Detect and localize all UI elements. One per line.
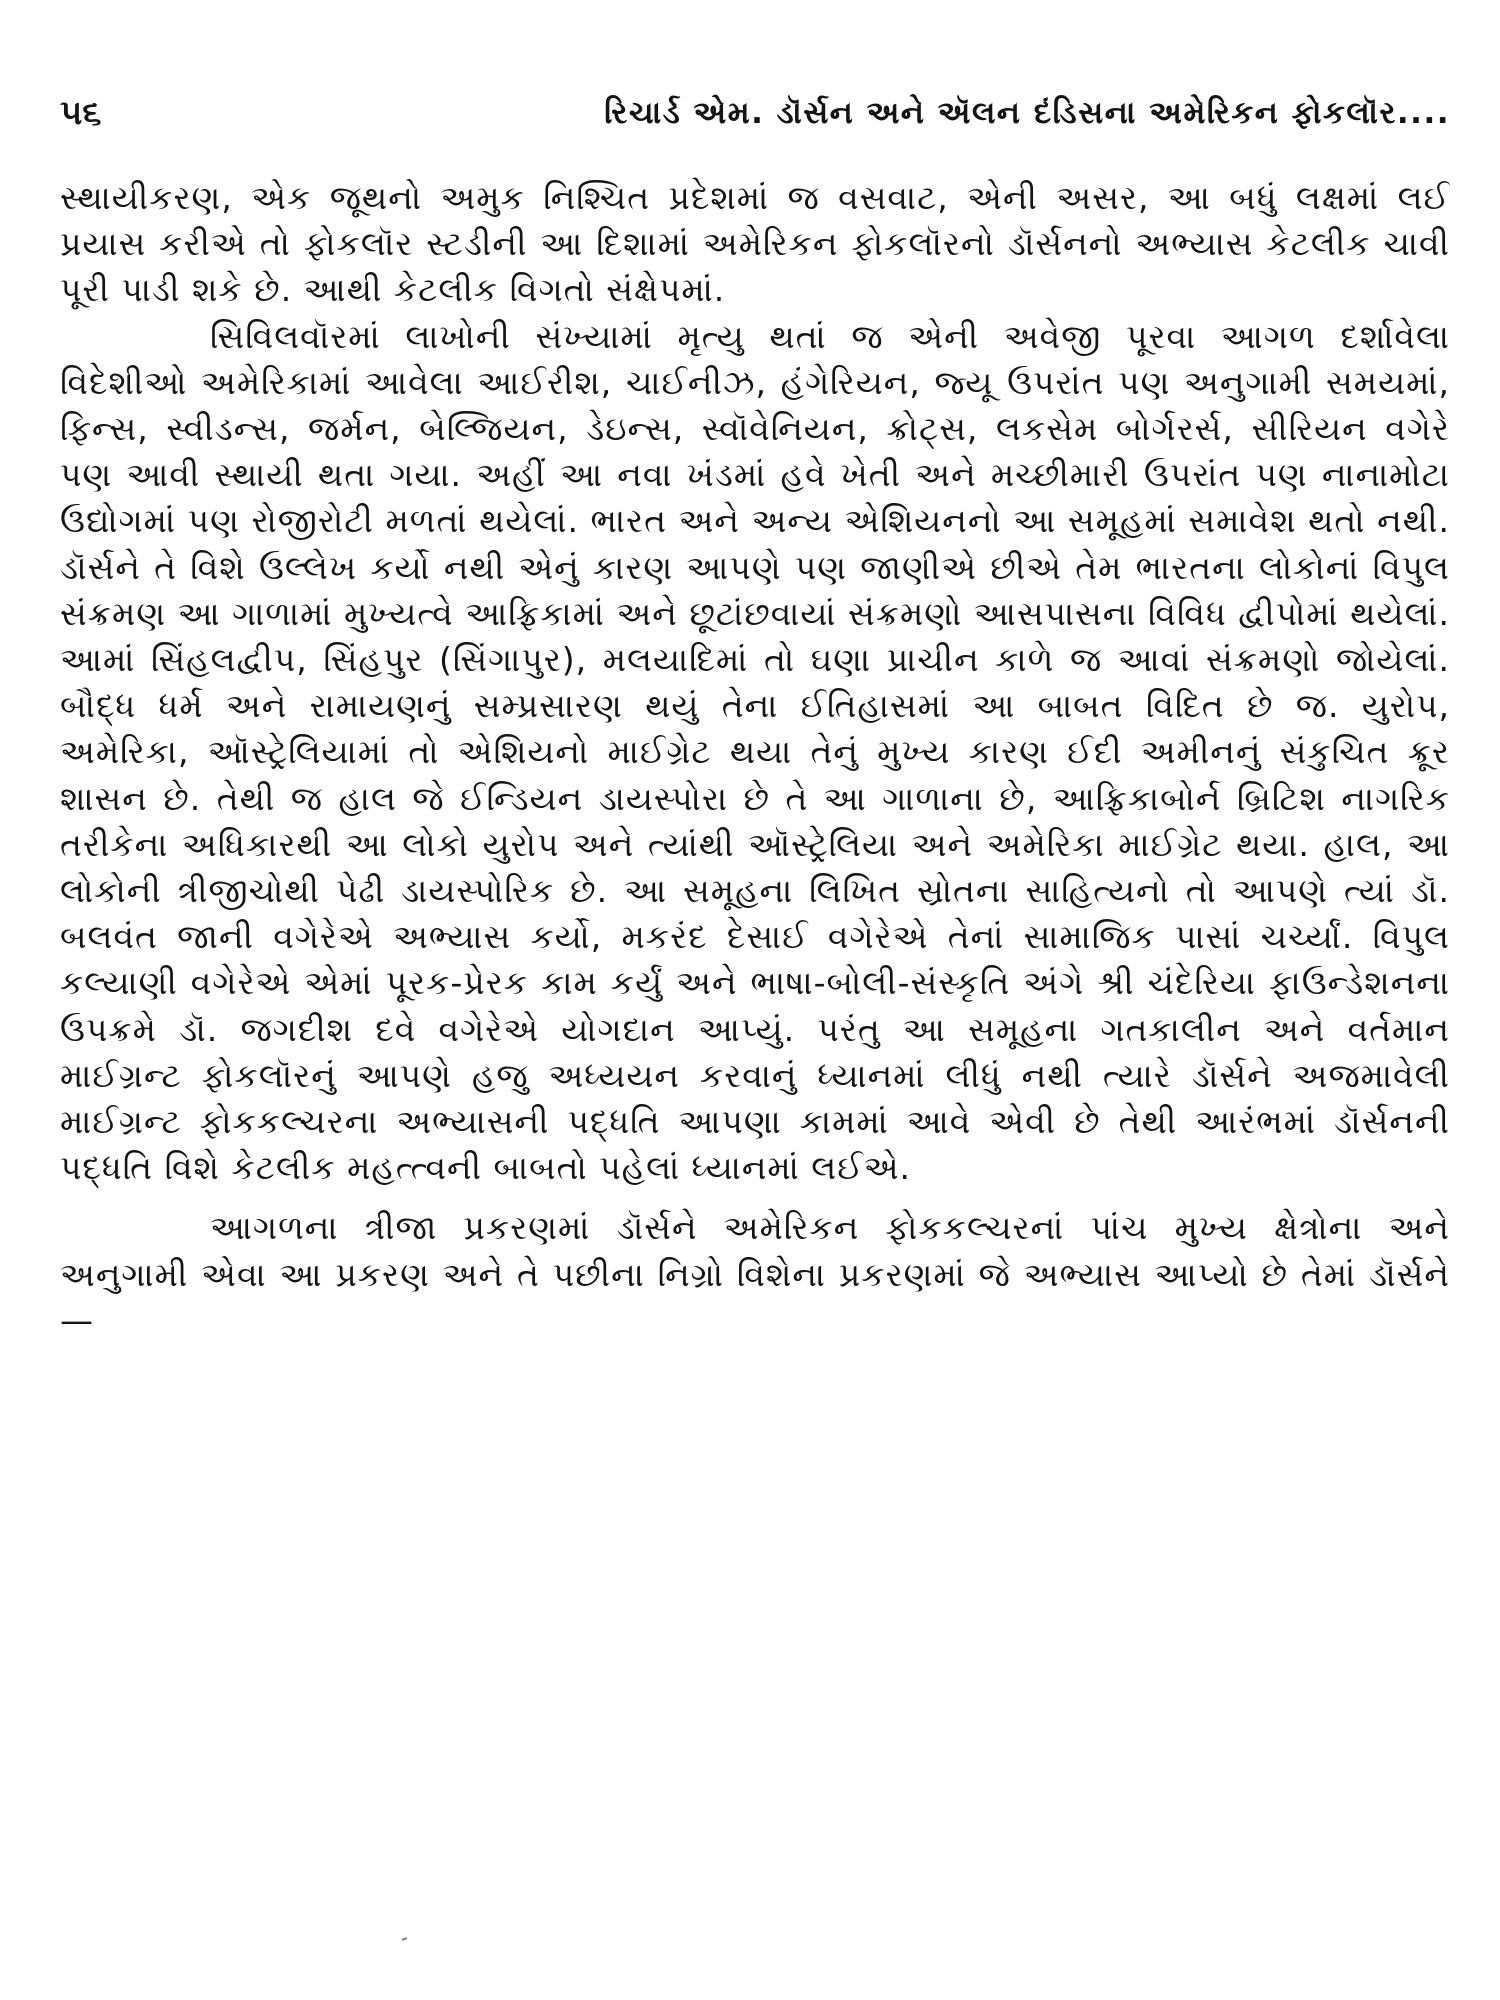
running-title: રિચાર્ડ એમ. ડૉર્સન અને ઍલન દંડિસના અમેરિકન ફોકલૉર.... (604, 95, 1450, 131)
page-header (60, 92, 1450, 142)
paragraph-civil-war-migrants: સિવિલવૉરમાં લાખોની સંખ્યામાં મૃત્યુ થતાં જ એની અવેજી પૂરવા આગળ દર્શાવેલા વિદેશીઓ અમેરિકામાં આવેલા આઈરીશ, ચાઈનીઝ, હંગેરિયન, જ્યૂ ઉપરાંત પણ અનુગામી સમયમાં, ફિન્સ, સ્વીડન્સ, જર્મન, બેલ્જિયન, ડેઇન્સ, સ્વૉવેનિયન, ક્રોટ્સ, લકસેમ બોર્ગરર્સ, સીરિયન વગેરે પણ આવી સ્થાયી થતા ગયા. અહીં આ નવા ખંડમાં હવે ખેતી અને મચ્છીમારી ઉપરાંત પણ નાનામોટા ઉદ્યોગમાં પણ રોજીરોટી મળતાં થયેલાં. ભારત અને અન્ય એશિયનનો આ સમૂહમાં સમાવેશ થતો નથી. ડૉર્સને તે વિશે ઉલ્લેખ કર્યો નથી એનું કારણ આપણે પણ જાણીએ છીએ તેમ ભારતના લોકોનાં વિપુલ સંક્રમણ આ ગાળામાં મુખ્યત્વે આફ્રિકામાં અને છૂટાંછવાયાં સંક્રમણો આસપાસના વિવિધ દ્વીપોમાં થયેલાં. આમાં સિંહલદ્વીપ, સિંહપુર (સિંગાપુર), મલયાદિમાં તો ઘણા પ્રાચીન કાળે જ આવાં સંક્રમણો જોયેલાં. બૌદ્ધ ધર્મ અને રામાયણનું સમ્પ્રસારણ થયું તેના ઈતિહાસમાં આ બાબત વિદિત છે જ. યુરોપ, અમેરિકા, ઑસ્ટ્રેલિયામાં તો એશિયનો માઈગ્રેટ થયા તેનું મુખ્ય કારણ ઈદી અમીનનું સંકુચિત ક્રૂર શાસન છે. તેથી જ હાલ જે ઈન્ડિયન ડાયસ્પોરા છે તે આ ગાળાના છે, આફ્રિકાબોર્ન બ્રિટિશ નાગરિક તરીકેના અધિકારથી આ લોકો યુરોપ અને ત્યાંથી ઑસ્ટ્રેલિયા અને અમેરિકા માઈગ્રેટ થયા. હાલ, આ લોકોની ત્રીજીચોથી પેઢી ડાયસ્પોરિક છે. આ સમૂહના લિખિત સ્રોતના સાહિત્યનો તો આપણે ત્યાં ડૉ. બલવંત જાની વગેરેએ અભ્યાસ કર્યો, મકરંદ દેસાઈ વગેરેએ તેનાં સામાજિક પાસાં ચર્ચ્યાં. વિપુલ કલ્યાણી વગેરેએ એમાં પૂરક-પ્રેરક કામ કર્યું અને ભાષા-બોલી-સંસ્કૃતિ અંગે શ્રી ચંદેરિયા ફાઉન્ડેશનના ઉપક્રમે ડૉ. જગદીશ દવે વગેરેએ યોગદાન આપ્યું. પરંતુ આ સમૂહના ગતકાલીન અને વર્તમાન માઈગ્રન્ટ ફોકલૉરનું આપણે હજુ અધ્યયન કરવાનું ધ્યાનમાં લીધું નથી ત્યારે ડૉર્સને અજમાવેલી માઈગ્રન્ટ ફોકકલ્ચરના અભ્યાસની પદ્ધતિ આપણા કામમાં આવે એવી છે તેથી આરંભમાં ડૉર્સનની પદ્ધતિ વિશે કેટલીક મહત્ત્વની બાબતો પહેલાં ધ્યાનમાં લઈએ. (60, 316, 1450, 1188)
paragraph-third-chapter: આગળના ત્રીજા પ્રકરણમાં ડૉર્સને અમેરિકન ફોકકલ્ચરનાં પાંચ મુખ્ય ક્ષેત્રોના અને અનુગામી એવા આ પ્રકરણ અને તે પછીના નિગ્રો વિશેના પ્રકરણમાં જે અભ્યાસ આપ્યો છે તેમાં ડૉર્સને — (60, 1208, 1450, 1340)
body-text (60, 175, 1450, 1344)
paragraph-intro: સ્થાયીકરણ, એક જૂથનો અમુક નિશ્ચિત પ્રદેશમાં જ વસવાટ, એની અસર, આ બધું લક્ષમાં લઈ પ્રયાસ કરીએ તો ફોકલૉર સ્ટડીની આ દિશામાં અમેરિકન ફોકલૉરનો ડૉર્સનનો અભ્યાસ કેટલીક ચાવી પૂરી પાડી શકે છે. આથી કેટલીક વિગતો સંક્ષેપમાં. (60, 178, 1450, 310)
scan-speck (402, 1937, 407, 1941)
page-number: ૫૬ (60, 93, 102, 133)
